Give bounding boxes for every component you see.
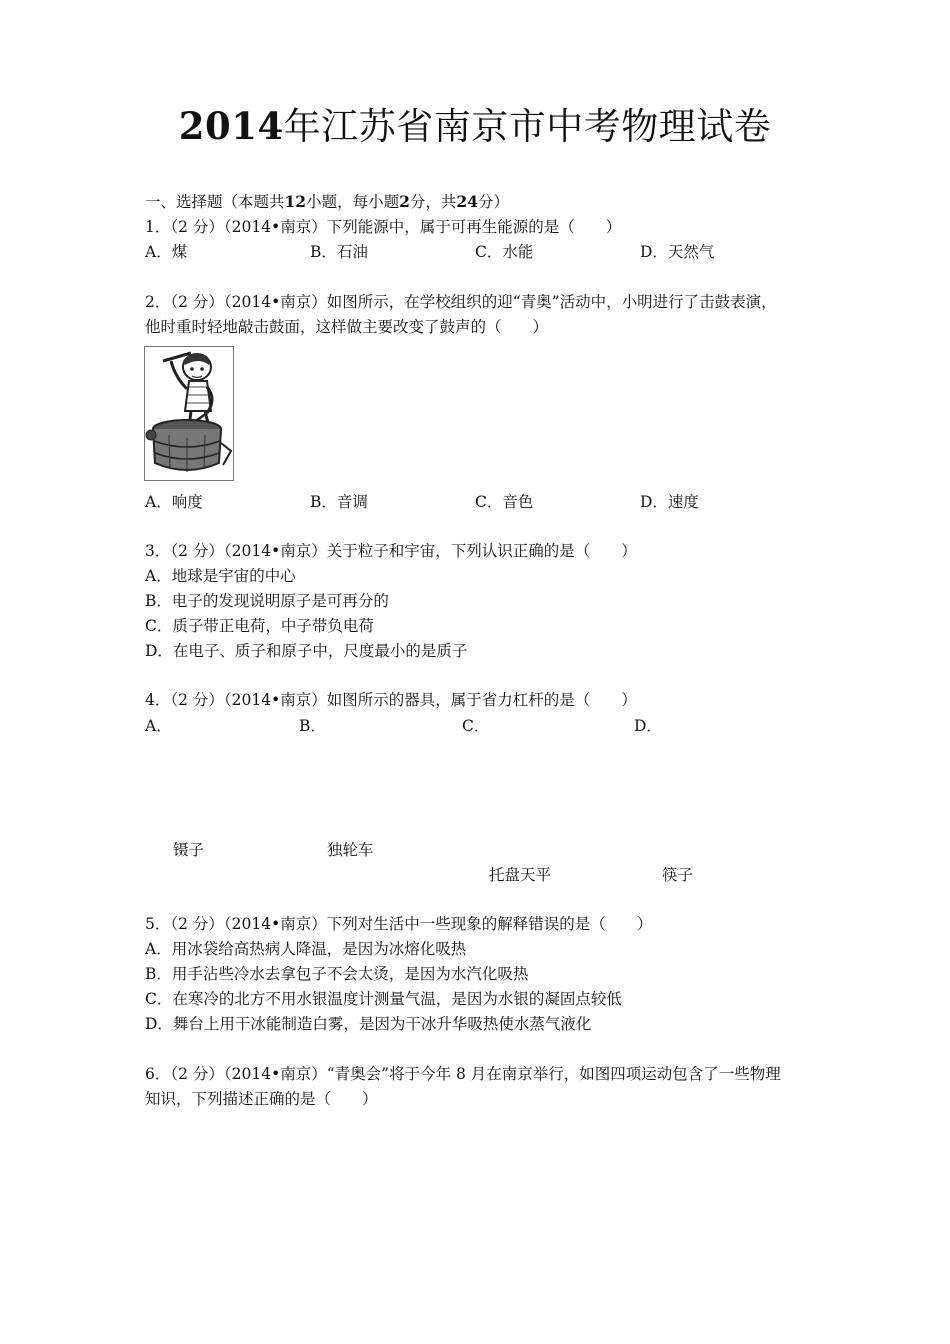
- page-title: [0, 96, 950, 150]
- q5-option-d: D．舞台上用干冰能制造白雾，是因为干冰升华吸热使水蒸气液化: [145, 1015, 592, 1033]
- q3-option-c: C．质子带正电荷，中子带负电荷: [145, 617, 374, 635]
- q4-option-d: D．: [634, 717, 662, 735]
- title-text: 年江苏省南京市中考物理试卷: [283, 105, 772, 148]
- drummer-illustration: [145, 347, 233, 480]
- q3-option-d: D．在电子、质子和原子中，尺度最小的是质子: [145, 642, 468, 660]
- q6-stem-line2: 知识，下列描述正确的是（ ）: [145, 1090, 378, 1108]
- q3-stem: 3．（2 分）（2014•南京）关于粒子和宇宙，下列认识正确的是（ ）: [145, 542, 637, 560]
- q1-option-d: D．天然气: [640, 243, 715, 261]
- q1-stem: 1．（2 分）（2014•南京）下列能源中，属于可再生能源的是（ ）: [145, 218, 622, 236]
- q1-option-c: C．水能: [475, 243, 534, 261]
- q5-option-b: B．用手沾些冷水去拿包子不会太烫，是因为水汽化吸热: [145, 965, 529, 983]
- q2-option-a: A．响度: [145, 493, 203, 511]
- q1-option-b: B．石油: [310, 243, 368, 261]
- q5-option-a: A．用冰袋给高热病人降温，是因为冰熔化吸热: [145, 940, 467, 958]
- q4-option-c: C．: [462, 717, 490, 735]
- section-heading: 一、选择题（本题共12小题，每小题2分，共24分）: [145, 192, 510, 211]
- q4-caption-chopsticks: 筷子: [662, 866, 694, 884]
- q2-stem-line1: 2．（2 分）（2014•南京）如图所示，在学校组织的迎“青奥”活动中，小明进行了击鼓表演，: [145, 293, 777, 311]
- q5-option-c: C．在寒冷的北方不用水银温度计测量气温，是因为水银的凝固点较低: [145, 990, 622, 1008]
- q4-caption-tweezers: 镊子: [173, 841, 205, 859]
- q4-option-b: B．: [299, 717, 326, 735]
- q6-stem-line1: 6．（2 分）（2014•南京）“青奥会”将于今年 8 月在南京举行，如图四项运动包含了一些物理: [145, 1065, 781, 1083]
- q4-caption-balance: 托盘天平: [489, 866, 552, 884]
- q4-stem: 4．（2 分）（2014•南京）如图所示的器具，属于省力杠杆的是（ ）: [145, 691, 637, 709]
- q1-option-a: A．煤: [145, 243, 188, 261]
- q3-option-b: B．电子的发现说明原子是可再分的: [145, 592, 389, 610]
- q2-option-d: D．速度: [640, 493, 699, 511]
- q4-option-a: A．: [145, 717, 172, 735]
- q2-stem-line2: 他时重时轻地敲击鼓面，这样做主要改变了鼓声的（ ）: [145, 318, 549, 336]
- q2-option-b: B．音调: [310, 493, 368, 511]
- q4-caption-wheelbarrow: 独轮车: [327, 841, 374, 859]
- q5-stem: 5．（2 分）（2014•南京）下列对生活中一些现象的解释错误的是（ ）: [145, 915, 653, 933]
- q2-option-c: C．音色: [475, 493, 534, 511]
- drum-figure: [144, 346, 234, 481]
- title-year: 2014: [178, 104, 284, 148]
- q3-option-a: A．地球是宇宙的中心: [145, 567, 296, 585]
